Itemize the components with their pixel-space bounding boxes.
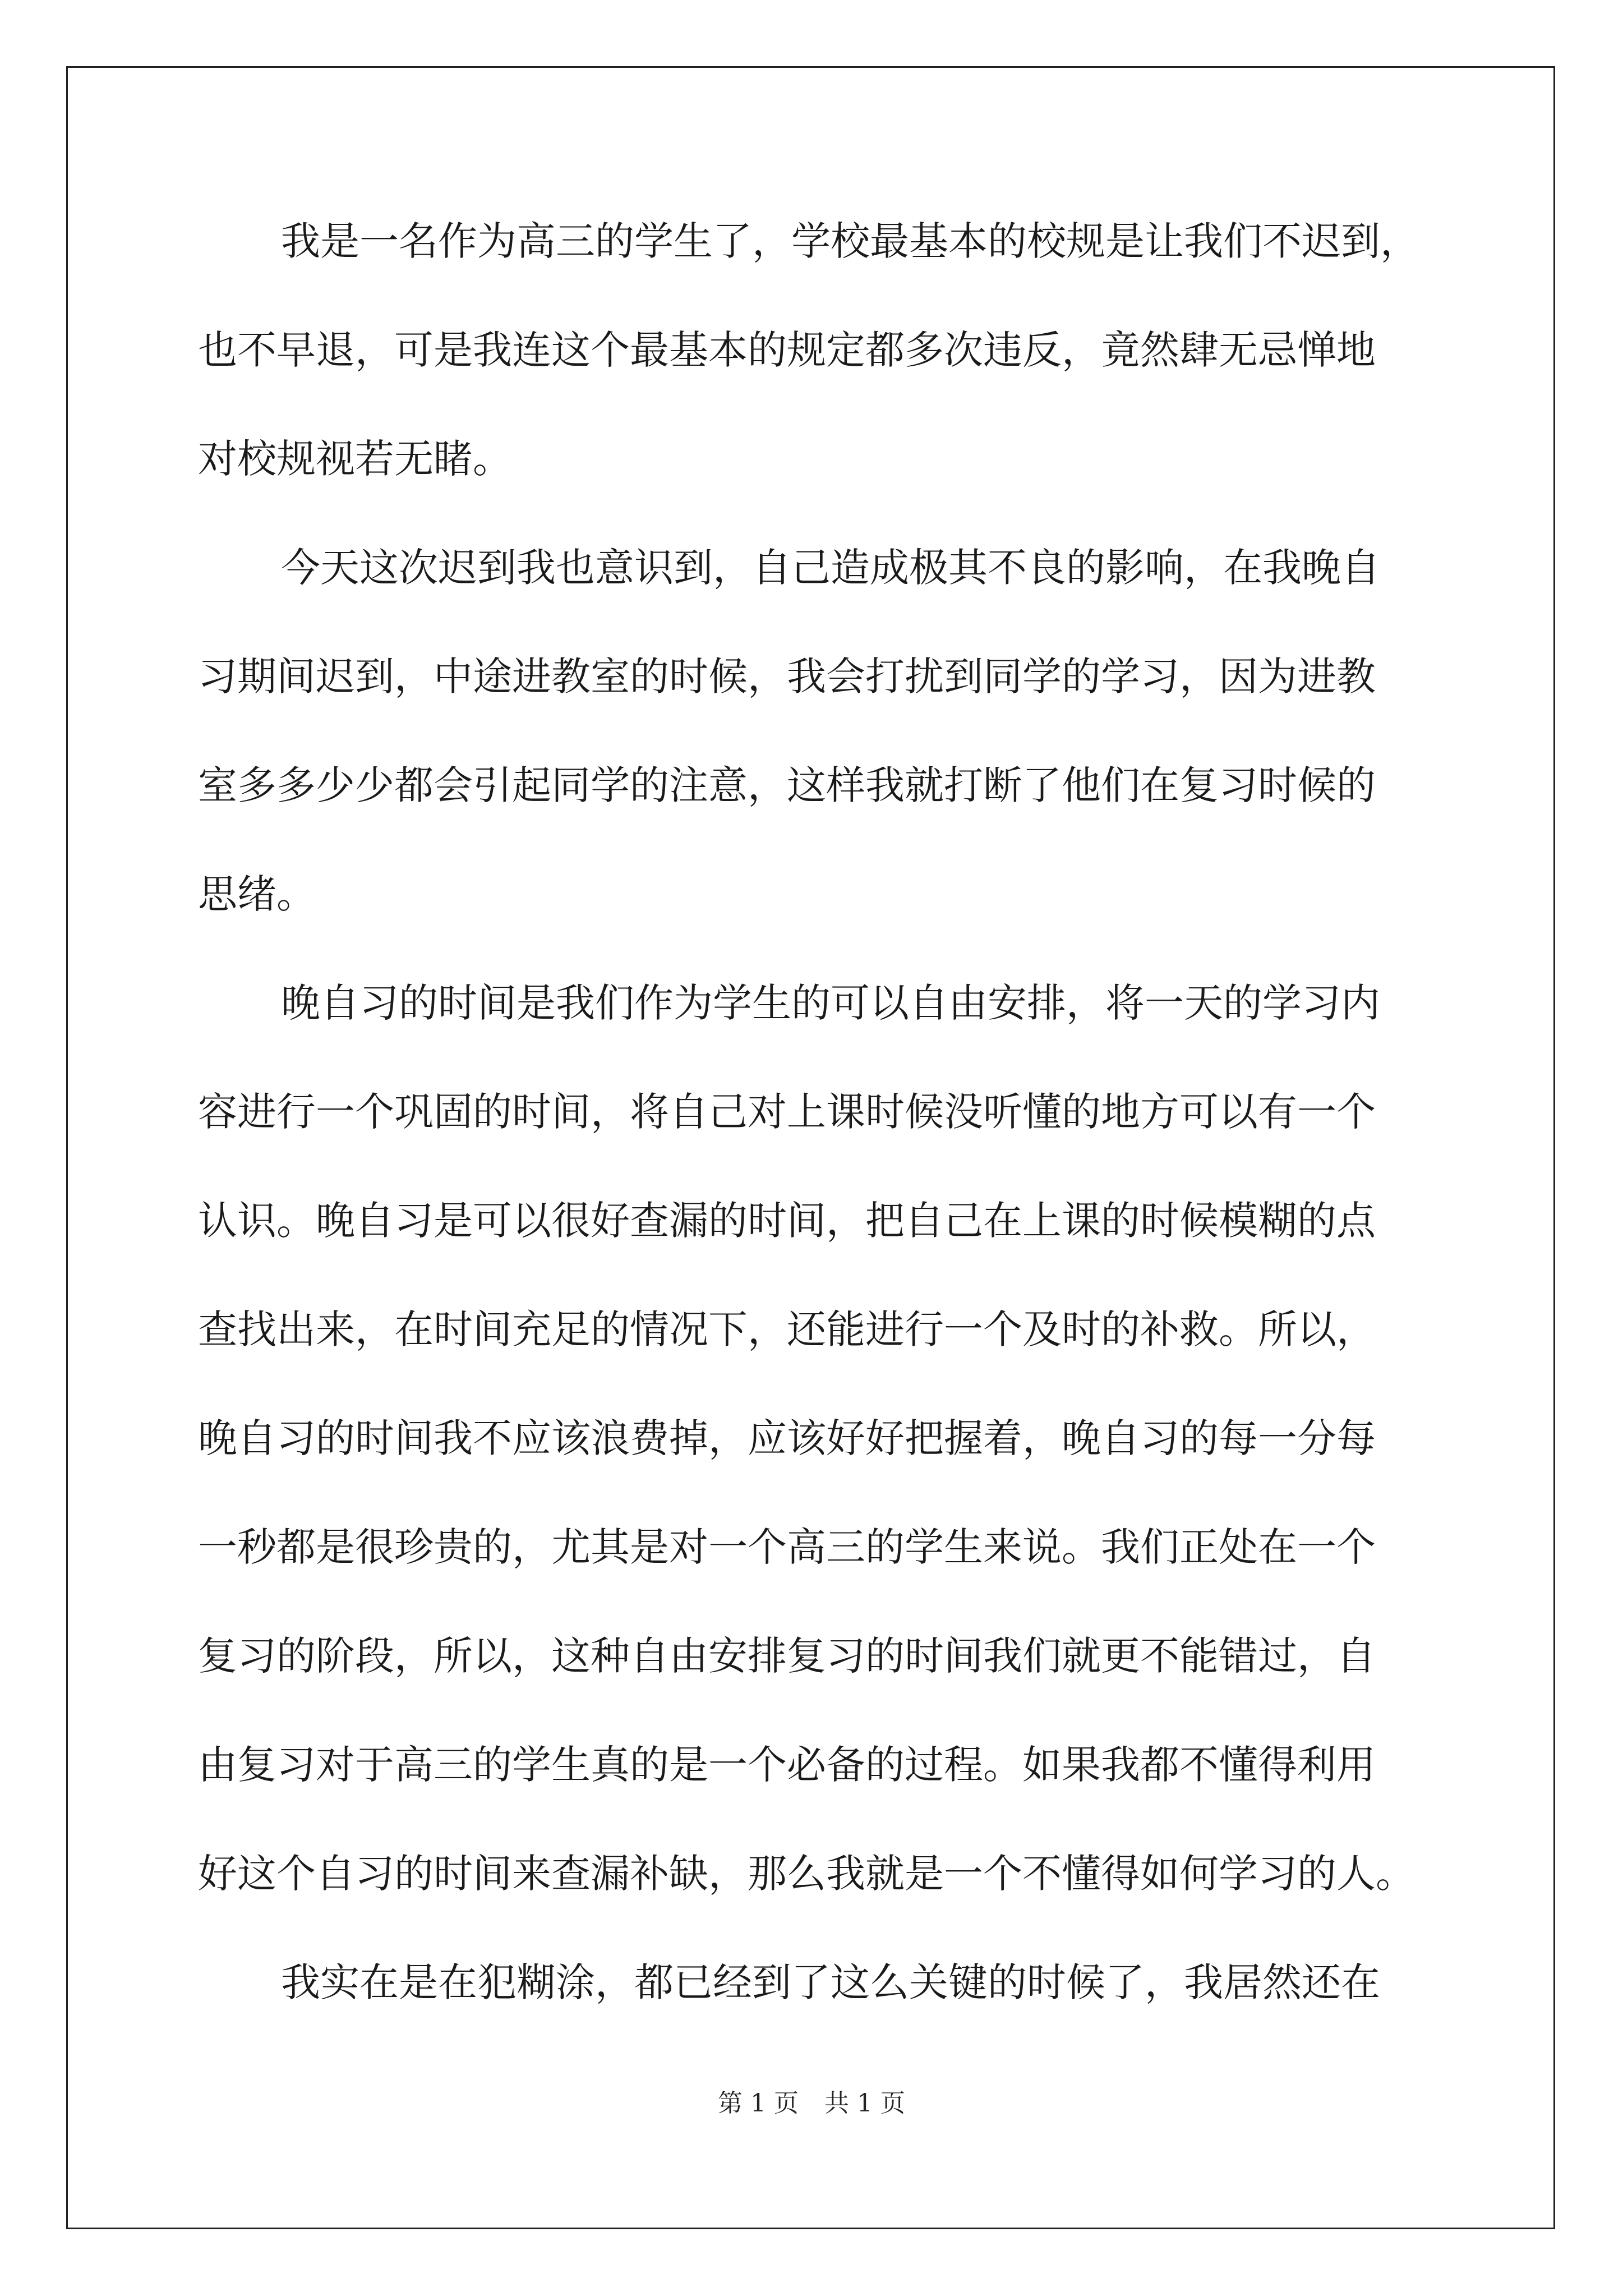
paragraph-3-line-3: 认识。晚自习是可以很好查漏的时间，把自己在上课的时候模糊的点 xyxy=(198,1198,1376,1244)
paragraph-2-line-1: 今天这次迟到我也意识到，自己造成极其不良的影响，在我晚自 xyxy=(281,545,1380,591)
paragraph-2-line-4: 思绪。 xyxy=(198,871,316,917)
page-footer xyxy=(0,2087,1623,2120)
paragraph-3-line-8: 由复习对于高三的学生真的是一个必备的过程。如果我都不懂得利用 xyxy=(198,1742,1376,1788)
paragraph-3-line-4: 查找出来，在时间充足的情况下，还能进行一个及时的补救。所以， xyxy=(198,1306,1376,1352)
page-number-total: 共 1 页 xyxy=(824,2089,905,2118)
paragraph-2-line-2: 习期间迟到，中途进教室的时候，我会打扰到同学的学习，因为进教 xyxy=(198,654,1376,700)
paragraph-3-line-9: 好这个自习的时间来查漏补缺，那么我就是一个不懂得如何学习的人。 xyxy=(198,1851,1415,1897)
paragraph-3-line-1: 晚自习的时间是我们作为学生的可以自由安排，将一天的学习内 xyxy=(281,980,1380,1026)
paragraph-1-line-3: 对校规视若无睹。 xyxy=(198,436,512,482)
paragraph-1-line-1: 我是一名作为高三的学生了，学校最基本的校规是让我们不迟到， xyxy=(281,218,1419,264)
paragraph-4-line-1: 我实在是在犯糊涂，都已经到了这么关键的时候了，我居然还在 xyxy=(281,1959,1380,2005)
paragraph-2-line-3: 室多多少少都会引起同学的注意，这样我就打断了他们在复习时候的 xyxy=(198,762,1376,808)
paragraph-3-line-2: 容进行一个巩固的时间，将自己对上课时候没听懂的地方可以有一个 xyxy=(198,1089,1376,1135)
document-body xyxy=(198,202,1426,2052)
paragraph-3-line-6: 一秒都是很珍贵的，尤其是对一个高三的学生来说。我们正处在一个 xyxy=(198,1524,1376,1570)
paragraph-3-line-7: 复习的阶段，所以，这种自由安排复习的时间我们就更不能错过，自 xyxy=(198,1633,1376,1679)
paragraph-1-line-2: 也不早退，可是我连这个最基本的规定都多次违反，竟然肆无忌惮地 xyxy=(198,327,1376,373)
paragraph-3-line-5: 晚自习的时间我不应该浪费掉，应该好好把握着，晚自习的每一分每 xyxy=(198,1415,1376,1461)
page-number-current: 第 1 页 xyxy=(718,2089,799,2118)
